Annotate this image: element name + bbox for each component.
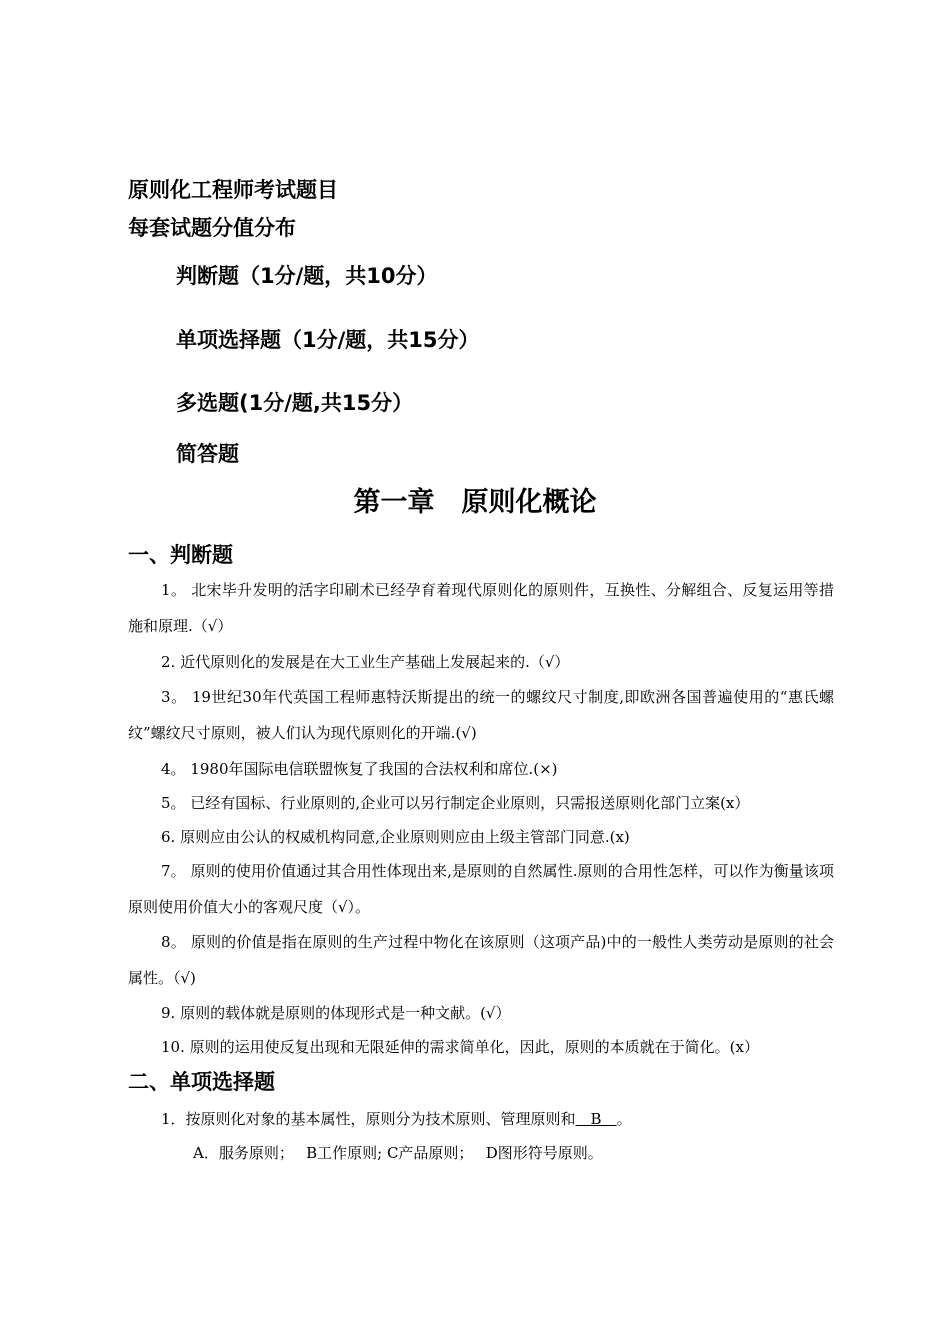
answer-blank: B	[575, 1110, 617, 1128]
question-suffix: 。	[616, 1110, 632, 1128]
question-item: 5。 已经有国标、行业原则的,企业可以另行制定企业原则，只需报送原则化部门立案(x）	[161, 794, 750, 812]
distribution-item-single-choice: 单项选择题（1分/题，共15分）	[176, 328, 480, 352]
question-item: 3。 19世纪30年代英国工程师惠特沃斯提出的统一的螺纹尺寸制度,即欧洲各国普遍使用的“惠氏螺纹”螺纹尺寸原则，被人们认为现代原则化的开端.(√)	[128, 688, 834, 742]
chapter-title: 第一章 原则化概论	[353, 487, 597, 518]
choice-question	[128, 1101, 834, 1137]
choice-options: A．服务原则； B工作原则; C产品原则； D图形符号原则。	[193, 1144, 603, 1162]
question-item: 10. 原则的运用使反复出现和无限延伸的需求简单化，因此，原则的本质就在于简化。(x）	[161, 1038, 759, 1056]
question-item: 4。 1980年国际电信联盟恢复了我国的合法权利和席位.(×)	[161, 760, 558, 778]
section-heading-true-false: 一、判断题	[128, 543, 233, 567]
question-item: 9. 原则的载体就是原则的体现形式是一种文献。(√）	[161, 1004, 511, 1022]
question-text: 1．按原则化对象的基本属性，原则分为技术原则、管理原则和	[161, 1110, 576, 1128]
doc-title: 原则化工程师考试题目	[128, 178, 338, 202]
distribution-item-short-answer: 简答题	[176, 442, 239, 466]
distribution-item-true-false: 判断题（1分/题，共10分）	[176, 264, 438, 288]
question-item: 1。 北宋毕升发明的活字印刷术已经孕育着现代原则化的原则件，互换性、分解组合、反复运用等措施和原理.（√）	[128, 581, 834, 635]
question-item: 8。 原则的价值是指在原则的生产过程中物化在该原则（这项产品)中的一般性人类劳动是原则的社会属性。（√)	[128, 933, 834, 987]
distribution-item-multi-choice: 多选题(1分/题,共15分）	[176, 391, 414, 415]
doc-subtitle: 每套试题分值分布	[128, 216, 296, 240]
section-heading-single-choice: 二、单项选择题	[128, 1070, 275, 1094]
question-item: 6. 原则应由公认的权威机构同意,企业原则则应由上级主管部门同意.(x)	[161, 828, 630, 846]
question-item: 7。 原则的使用价值通过其合用性体现出来,是原则的自然属性.原则的合用性怎样，可以作为衡量该项原则使用价值大小的客观尺度（√）。	[128, 862, 834, 916]
question-item: 2. 近代原则化的发展是在大工业生产基础上发展起来的.（√）	[161, 653, 570, 671]
